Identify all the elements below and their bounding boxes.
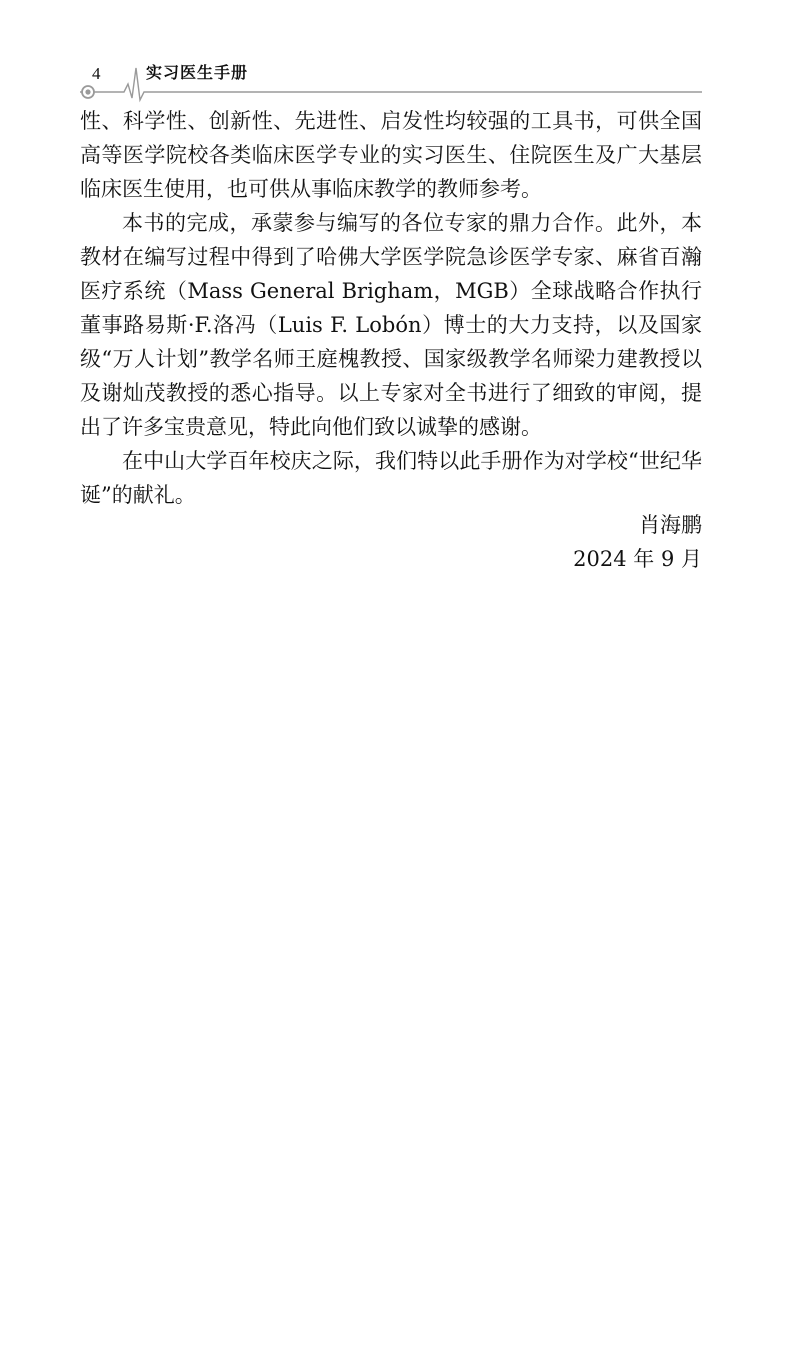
signature-author: 肖海鹏	[639, 513, 702, 537]
body-text	[80, 104, 702, 512]
paragraph-1: 性、科学性、创新性、先进性、启发性均较强的工具书，可供全国高等医学院校各类临床医学专业的实习医生、住院医生及广大基层临床医生使用，也可供从事临床教学的教师参考。	[80, 109, 702, 201]
paragraph-2: 本书的完成，承蒙参与编写的各位专家的鼎力合作。此外，本教材在编写过程中得到了哈佛大学医学院急诊医学专家、麻省百瀚医疗系统（Mass General Brigham，MGB）全球战略合作执行董事路易斯·F.洛冯（Luis F. Lobón）博士的大力支持，以及国家级“万人计划”教学名师王庭槐教授、国家级教学名师梁力建教授以及谢灿茂教授的悉心指导。以上专家对全书进行了细致的审阅，提出了许多宝贵意见，特此向他们致以诚挚的感谢。	[80, 211, 702, 439]
running-header	[80, 56, 702, 106]
signature-date: 2024 年 9 月	[573, 547, 702, 571]
page-number: 4	[92, 64, 101, 83]
paragraph-3: 在中山大学百年校庆之际，我们特以此手册作为对学校“世纪华诞”的献礼。	[80, 449, 702, 507]
book-title: 实习医生手册	[146, 63, 249, 82]
